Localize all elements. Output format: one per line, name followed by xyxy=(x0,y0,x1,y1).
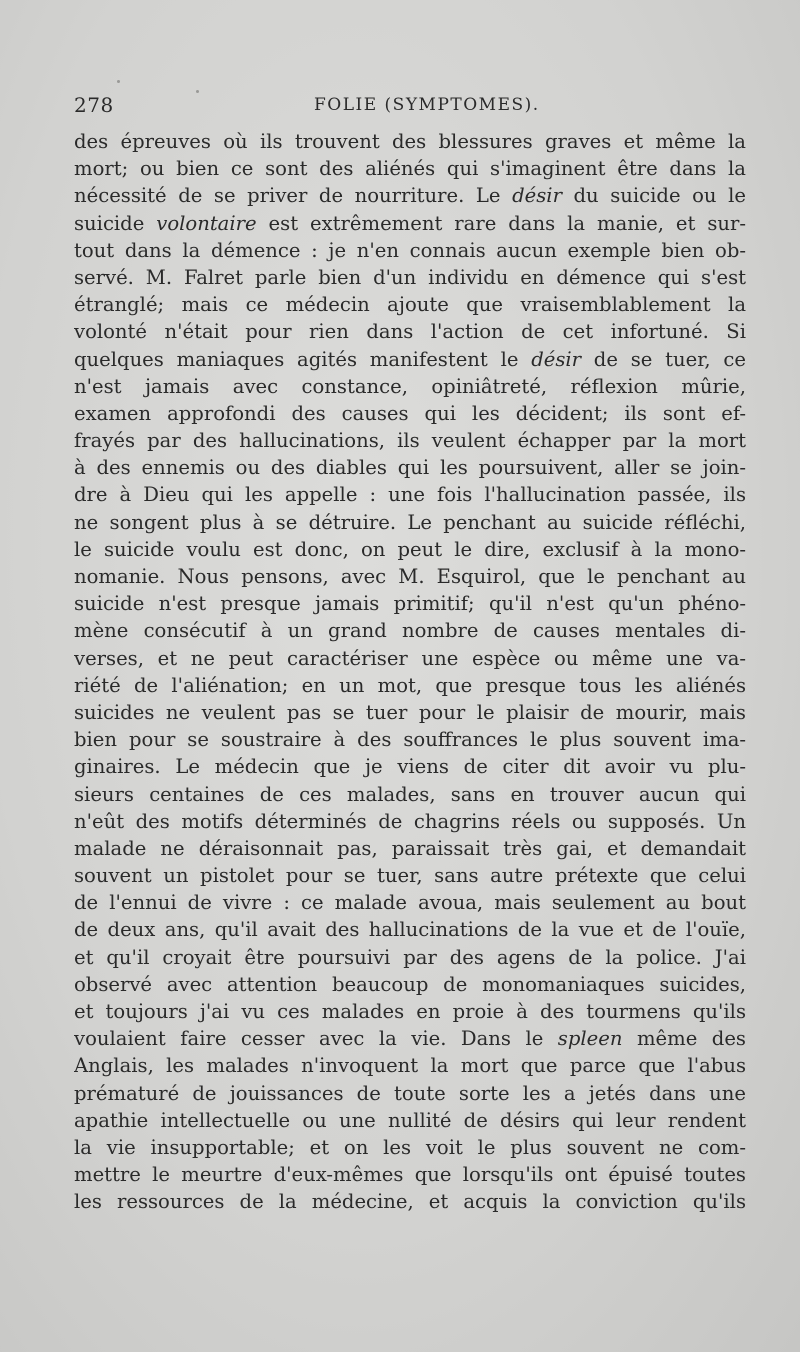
text-line: et toujours j'ai vu ces malades en proie à des tourmens qu'ils xyxy=(74,1000,746,1023)
text-line: nomanie. Nous pensons, avec M. Esquirol, que le penchant au xyxy=(74,565,746,588)
page-number: 278 xyxy=(74,93,114,117)
text-line: voulaient faire cesser avec la vie. Dans le spleen même des xyxy=(74,1027,746,1051)
text-line: Anglais, les malades n'invoquent la mort que parce que l'abus xyxy=(74,1054,746,1078)
text-line: bien pour se soustraire à des souffrances le plus souvent ima- xyxy=(74,728,746,752)
text-line: n'eût des motifs déterminés de chagrins réels ou supposés. Un xyxy=(74,809,746,833)
text-line: prématuré de jouissances de toute sorte les a jetés dans une xyxy=(74,1081,746,1105)
text-line: quelques maniaques agités manifestent le désir de se tuer, ce xyxy=(74,347,746,371)
text-line: mettre le meurtre d'eux-mêmes que lorsqu'ils ont épuisé toutes xyxy=(74,1163,746,1187)
text-line: malade ne déraisonnait pas, paraissait très gai, et demandait xyxy=(74,836,746,860)
text-line: n'est jamais avec constance, opiniâtreté, réflexion mûrie, xyxy=(74,374,746,398)
text-line: suicide n'est presque jamais primitif; qu'il n'est qu'un phéno- xyxy=(74,592,746,616)
text-line: ne songent plus à se détruire. Le penchant au suicide réfléchi, xyxy=(74,510,746,534)
body-text xyxy=(74,128,746,1216)
text-line: riété de l'aliénation; en un mot, que presque tous les aliénés xyxy=(74,673,746,697)
text-line: observé avec attention beaucoup de monomaniaques suicides, xyxy=(74,972,746,996)
text-line: frayés par des hallucinations, ils veulent échapper par la mort xyxy=(74,429,746,453)
text-line: suicides ne veulent pas se tuer pour le plaisir de mourir, mais xyxy=(74,700,746,724)
text-line: verses, et ne peut caractériser une espèce ou même une va- xyxy=(74,646,746,670)
text-line: étranglé; mais ce médecin ajoute que vraisemblablement la xyxy=(74,293,746,317)
text-line: mène consécutif à un grand nombre de causes mentales di- xyxy=(74,619,746,643)
text-line: nécessité de se priver de nourriture. Le désir du suicide ou le xyxy=(74,184,746,208)
text-line: de deux ans, qu'il avait des hallucinations de la vue et de l'ouïe, xyxy=(74,918,746,942)
text-line: apathie intellectuelle ou une nullité de désirs qui leur rendent xyxy=(74,1108,746,1132)
text-line: le suicide voulu est donc, on peut le dire, exclusif à la mono- xyxy=(74,537,746,561)
text-line: de l'ennui de vivre : ce malade avoua, mais seulement au bout xyxy=(74,891,746,915)
text-line: dre à Dieu qui les appelle : une fois l'hallucination passée, ils xyxy=(74,483,746,507)
running-head: FOLIE (SYMPTOMES). xyxy=(314,95,540,115)
text-line: à des ennemis ou des diables qui les poursuivent, aller se join- xyxy=(74,456,746,480)
text-line: suicide volontaire est extrêmement rare dans la manie, et sur- xyxy=(74,211,746,235)
text-line: la vie insupportable; et on les voit le plus souvent ne com- xyxy=(74,1135,746,1159)
text-line: et qu'il croyait être poursuivi par des agens de la police. J'ai xyxy=(74,945,746,969)
text-line: servé. M. Falret parle bien d'un individu en démence qui s'est xyxy=(74,265,746,289)
text-line: les ressources de la médecine, et acquis la conviction qu'ils xyxy=(74,1190,746,1214)
text-line: examen approfondi des causes qui les décident; ils sont ef- xyxy=(74,401,746,425)
page-header xyxy=(74,93,754,121)
text-line: ginaires. Le médecin que je viens de citer dit avoir vu plu- xyxy=(74,755,746,779)
text-line: souvent un pistolet pour se tuer, sans autre prétexte que celui xyxy=(74,864,746,888)
text-line: volonté n'était pour rien dans l'action de cet infortuné. Si xyxy=(74,320,746,344)
paper-speck xyxy=(117,80,120,83)
text-line: sieurs centaines de ces malades, sans en trouver aucun qui xyxy=(74,782,746,806)
text-line: tout dans la démence : je n'en connais aucun exemple bien ob- xyxy=(74,238,746,262)
text-line: des épreuves où ils trouvent des blessures graves et même la xyxy=(74,130,746,153)
text-line: mort; ou bien ce sont des aliénés qui s'imaginent être dans la xyxy=(74,157,746,181)
